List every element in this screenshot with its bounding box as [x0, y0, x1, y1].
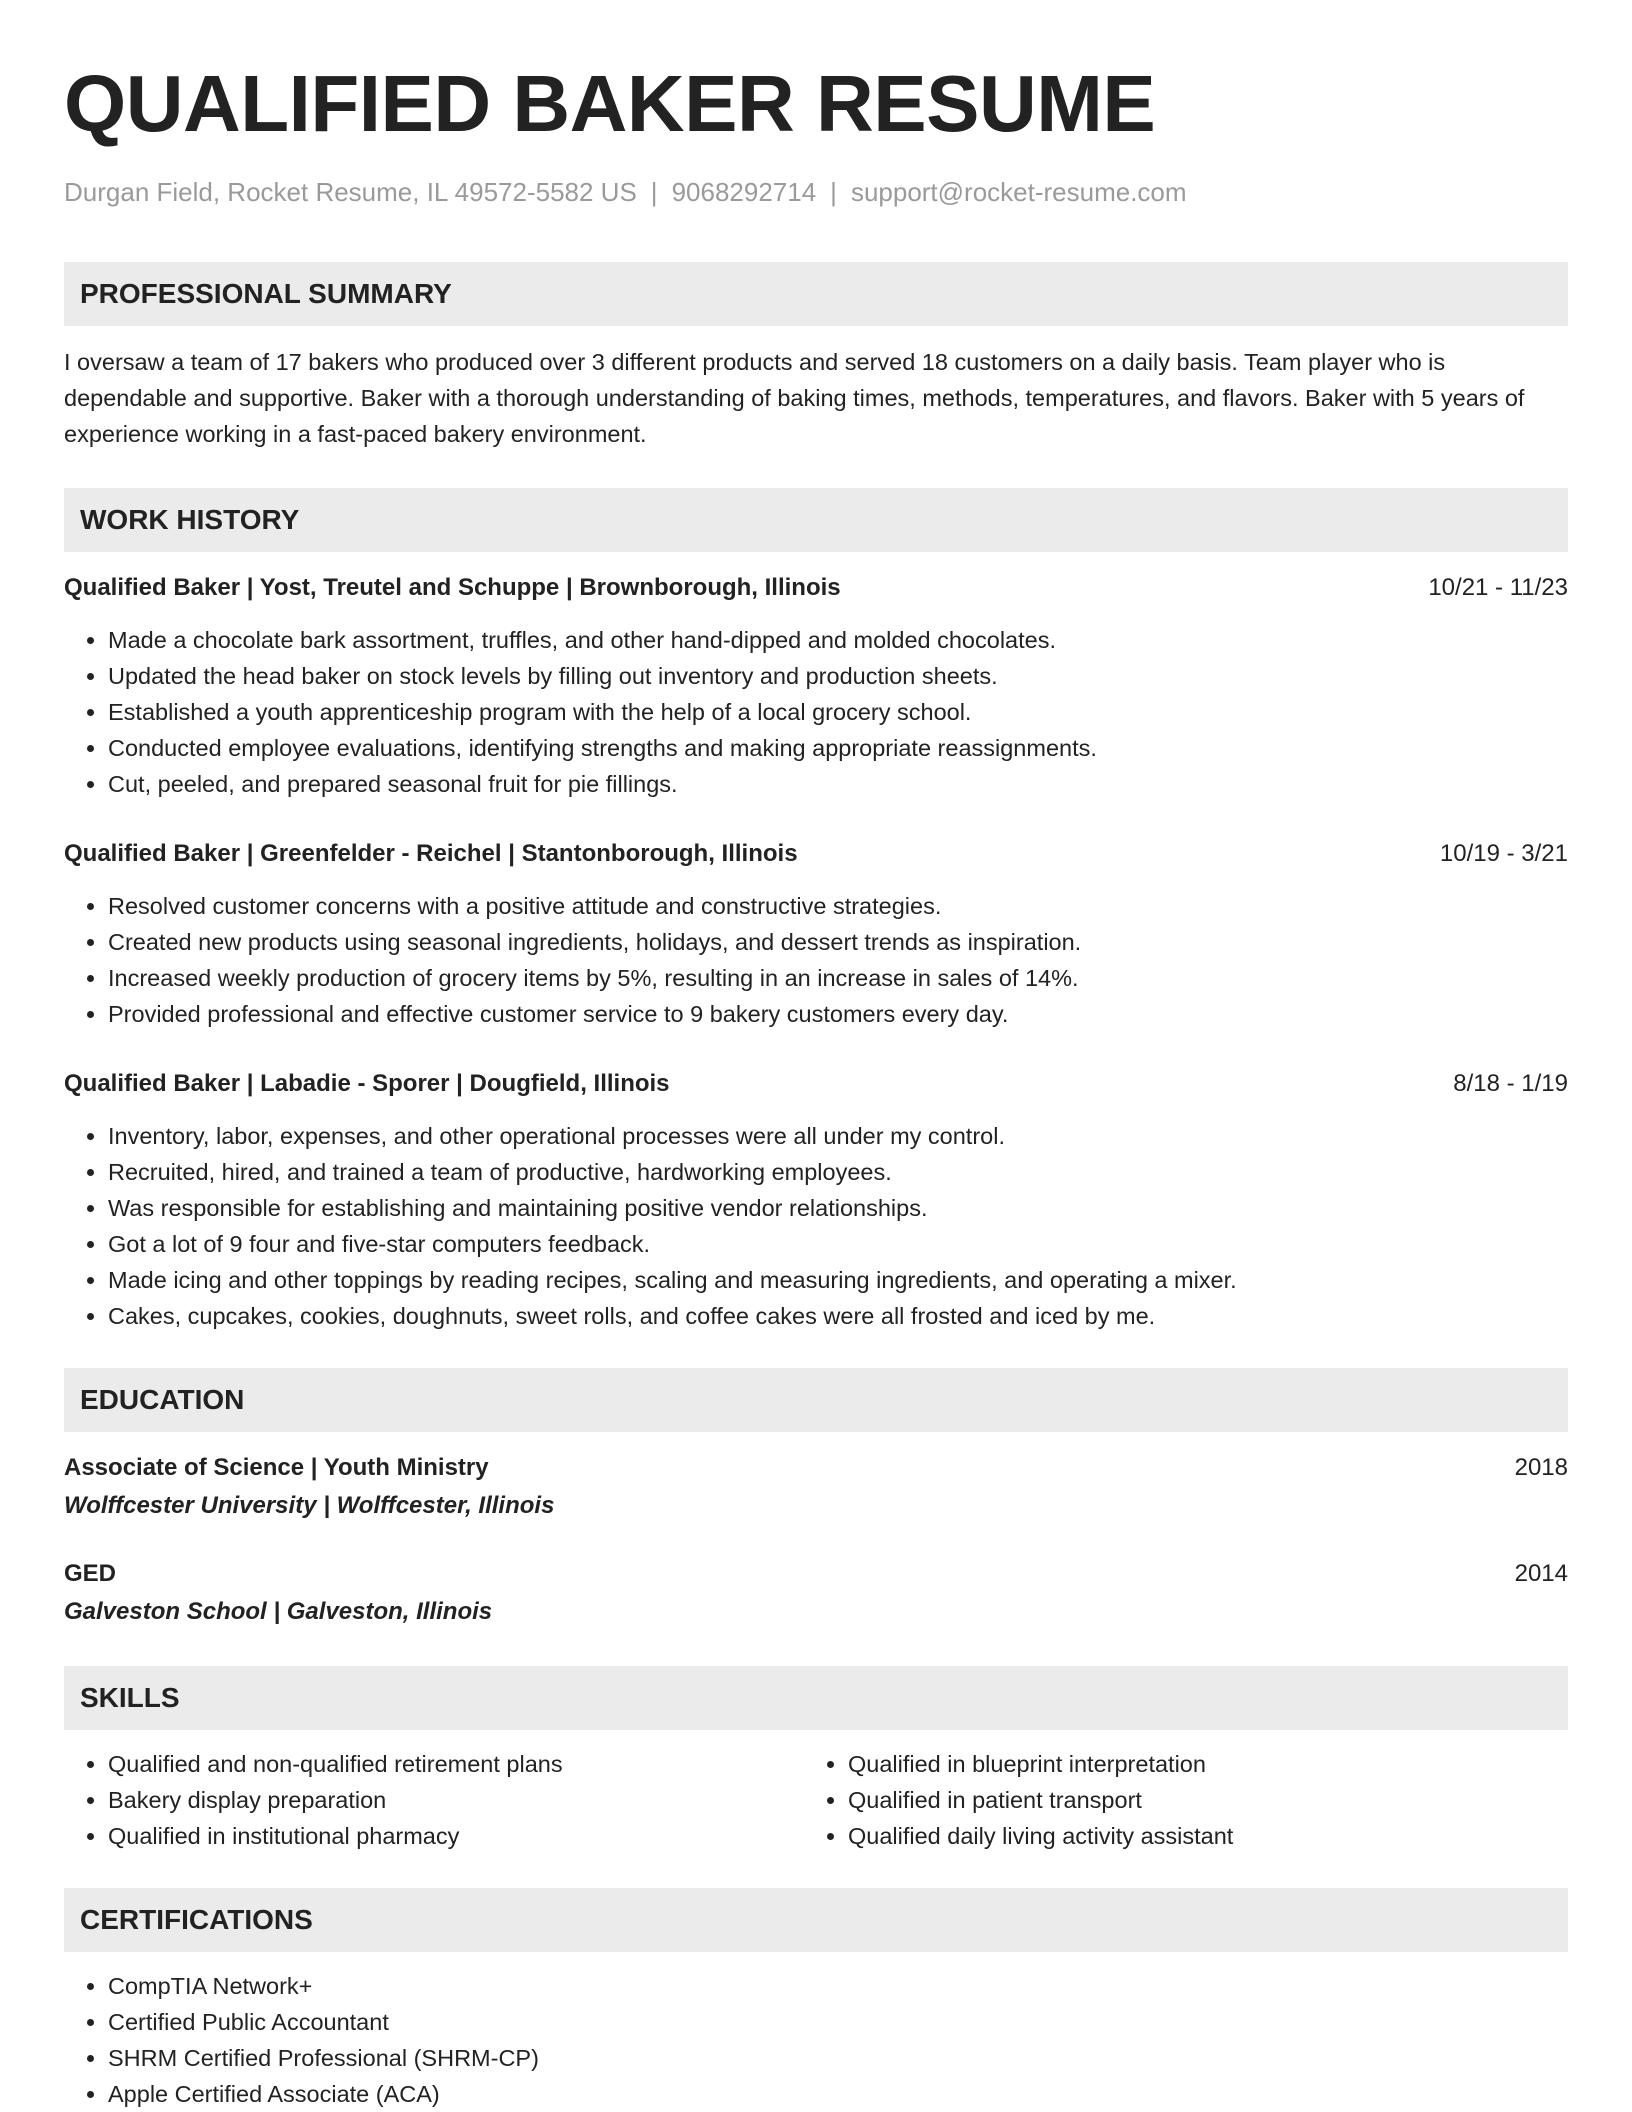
skills-column-right [804, 1746, 1544, 1854]
contact-separator: | [830, 177, 837, 207]
certifications-list [64, 1968, 1568, 2112]
job-entry [64, 1066, 1568, 1334]
certification-item: • Certified Public Accountant [108, 2004, 1568, 2040]
job-title: Qualified Baker | Labadie - Sporer | Dougfield, Illinois [64, 1070, 670, 1097]
education-school: Wolffcester University | Wolffcester, Illinois [64, 1492, 555, 1519]
skill-item: • Qualified in institutional pharmacy [108, 1818, 804, 1854]
skill-item: • Qualified daily living activity assistant [848, 1818, 1544, 1854]
job-bullet: • Created new products using seasonal ingredients, holidays, and dessert trends as inspiration. [108, 924, 1568, 960]
job-bullet: • Made icing and other toppings by reading recipes, scaling and measuring ingredients, and operating a mixer. [108, 1262, 1568, 1298]
job-bullet: • Was responsible for establishing and maintaining positive vendor relationships. [108, 1190, 1568, 1226]
contact-address: Durgan Field, Rocket Resume, IL 49572-5582 US [64, 177, 637, 207]
job-header [64, 836, 1568, 872]
job-dates: 8/18 - 1/19 [1453, 1070, 1568, 1097]
job-bullets [64, 622, 1568, 802]
education-header [64, 1450, 1568, 1486]
contact-separator: | [650, 177, 658, 207]
section-heading-certifications: CERTIFICATIONS [64, 1888, 1568, 1952]
certification-item: • SHRM Certified Professional (SHRM-CP) [108, 2040, 1568, 2076]
skill-item: • Qualified in blueprint interpretation [848, 1746, 1544, 1782]
job-bullet: • Provided professional and effective customer service to 9 bakery customers every day. [108, 996, 1568, 1032]
contact-email: support@rocket-resume.com [850, 177, 1187, 207]
job-entry [64, 570, 1568, 802]
section-heading-summary: PROFESSIONAL SUMMARY [64, 262, 1568, 326]
job-title: Qualified Baker | Yost, Treutel and Schuppe | Brownborough, Illinois [64, 574, 841, 601]
education-entry [64, 1450, 1568, 1526]
summary-text: I oversaw a team of 17 bakers who produced over 3 different products and served 18 customers on a daily basis. Team player who is dependable and supportive. Baker with a thorough understanding of baking times, methods, temperatures, and flavors. Baker with 5 years of experience working in a fast-paced bakery environment. [64, 349, 1525, 447]
skill-item: • Qualified in patient transport [848, 1782, 1544, 1818]
job-bullet: • Conducted employee evaluations, identifying strengths and making appropriate reassignments. [108, 730, 1568, 766]
certification-item: • CompTIA Network+ [108, 1968, 1568, 2004]
job-bullet: • Increased weekly production of grocery items by 5%, resulting in an increase in sales of 14%. [108, 960, 1568, 996]
section-heading-skills: SKILLS [64, 1666, 1568, 1730]
education-header [64, 1556, 1568, 1592]
job-bullet: • Recruited, hired, and trained a team of productive, hardworking employees. [108, 1154, 1568, 1190]
job-bullets [64, 888, 1568, 1032]
job-bullet: • Cut, peeled, and prepared seasonal fruit for pie fillings. [108, 766, 1568, 802]
contact-phone: 9068292714 [671, 177, 817, 207]
job-bullet: • Established a youth apprenticeship program with the help of a local grocery school. [108, 694, 1568, 730]
skills-list [64, 1746, 1568, 1854]
skill-item: • Bakery display preparation [108, 1782, 804, 1818]
resume-title: QUALIFIED BAKER RESUME [64, 59, 1156, 148]
section-heading-education: EDUCATION [64, 1368, 1568, 1432]
education-year: 2014 [1514, 1560, 1568, 1587]
job-bullet: • Resolved customer concerns with a positive attitude and constructive strategies. [108, 888, 1568, 924]
education-school: Galveston School | Galveston, Illinois [64, 1598, 493, 1625]
contact-line [64, 174, 1568, 210]
job-bullet: • Cakes, cupcakes, cookies, doughnuts, sweet rolls, and coffee cakes were all frosted and iced by me. [108, 1298, 1568, 1334]
job-bullet: • Inventory, labor, expenses, and other operational processes were all under my control. [108, 1118, 1568, 1154]
job-dates: 10/21 - 11/23 [1428, 574, 1568, 601]
section-heading-work-history: WORK HISTORY [64, 488, 1568, 552]
job-dates: 10/19 - 3/21 [1439, 840, 1568, 867]
education-degree: Associate of Science | Youth Ministry [64, 1454, 489, 1481]
education-entry [64, 1556, 1568, 1632]
skills-column-left [64, 1746, 804, 1854]
education-degree: GED [64, 1560, 117, 1587]
job-header [64, 570, 1568, 606]
job-bullet: • Got a lot of 9 four and five-star computers feedback. [108, 1226, 1568, 1262]
education-year: 2018 [1514, 1454, 1568, 1481]
job-bullet: • Updated the head baker on stock levels by filling out inventory and production sheets. [108, 658, 1568, 694]
job-entry [64, 836, 1568, 1032]
job-title: Qualified Baker | Greenfelder - Reichel | Stantonborough, Illinois [64, 840, 798, 867]
certification-item: • Apple Certified Associate (ACA) [108, 2076, 1568, 2112]
job-header [64, 1066, 1568, 1102]
job-bullets [64, 1118, 1568, 1334]
skill-item: • Qualified and non-qualified retirement plans [108, 1746, 804, 1782]
job-bullet: • Made a chocolate bark assortment, truffles, and other hand-dipped and molded chocolates. [108, 622, 1568, 658]
